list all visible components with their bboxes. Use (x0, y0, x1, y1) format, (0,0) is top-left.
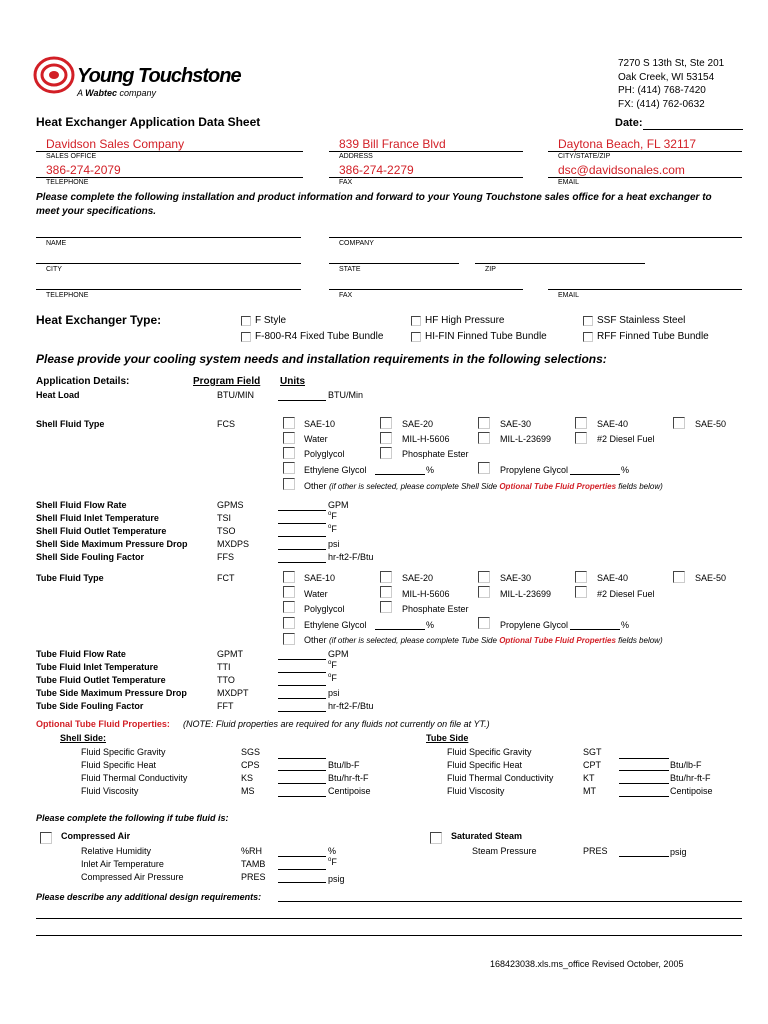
percent-sign: % (426, 465, 435, 475)
tube-fluid-option: MIL-L-23699 (500, 589, 552, 599)
shell-fluid-option: Water (304, 434, 328, 444)
optional-props-label: Optional Tube Fluid Properties: (36, 719, 170, 729)
tube-row-field: FFT (217, 701, 234, 711)
opt-shell-label: Fluid Thermal Conductivity (81, 773, 188, 783)
date-field[interactable] (643, 129, 743, 130)
address-line: FX: (414) 762-0632 (618, 98, 705, 110)
hx-option-label: F Style (255, 315, 287, 326)
tube-row-field: MXDPT (217, 688, 249, 698)
telephone-label: TELEPHONE (46, 179, 89, 186)
program-field-header: Program Field (193, 376, 261, 387)
opt-shell-label: Fluid Specific Gravity (81, 747, 166, 757)
cooling-heading: Please provide your cooling system needs and installation requirements in the following selections: (36, 352, 607, 366)
shell-row-field: GPMS (217, 500, 244, 510)
shell-row-unit (328, 511, 337, 521)
customer-fax-field[interactable] (329, 289, 523, 290)
shell-side-heading: Shell Side: (60, 733, 107, 743)
heat-load-field: BTU/MIN (217, 390, 254, 400)
opt-shell-input[interactable] (278, 770, 326, 771)
shell-pg-percent-input[interactable] (570, 474, 620, 475)
shell-fluid-checkbox[interactable] (575, 432, 587, 444)
divider (329, 177, 523, 178)
shell-fluid-option: SAE-30 (500, 419, 532, 429)
percent-sign: % (621, 620, 630, 630)
opt-tube-label: Fluid Thermal Conductivity (447, 773, 554, 783)
tube-fluid-checkbox[interactable] (283, 617, 295, 629)
hx-option-checkbox[interactable] (411, 332, 421, 342)
shell-fluid-option: MIL-H-5606 (402, 434, 450, 444)
percent-sign: % (426, 620, 435, 630)
opt-shell-input[interactable] (278, 758, 326, 759)
tube-fluid-checkbox[interactable] (380, 601, 392, 613)
heat-load-input[interactable] (278, 400, 326, 401)
shell-eg-percent-input[interactable] (375, 474, 425, 475)
tube-fluid-type-label: Tube Fluid Type (36, 573, 104, 583)
shell-fluid-checkbox[interactable] (380, 447, 392, 459)
shell-row-field: TSO (217, 526, 236, 536)
degree-sign: o (328, 660, 332, 666)
opt-shell-label: Fluid Viscosity (81, 786, 139, 796)
shell-fluid-type-field: FCS (217, 419, 235, 429)
if-tube-heading: Please complete the following if tube fluid is: (36, 813, 229, 823)
shell-fluid-checkbox[interactable] (380, 417, 392, 429)
shell-fluid-option: Phosphate Ester (402, 449, 469, 459)
air-row-input[interactable] (278, 882, 326, 883)
divider (548, 151, 742, 152)
tube-fluid-option: Water (304, 589, 328, 599)
address-line: Oak Creek, WI 53154 (618, 71, 715, 83)
opt-shell-field: KS (241, 773, 254, 783)
shell-row-input[interactable] (278, 549, 326, 550)
tube-row-input[interactable] (278, 672, 326, 673)
tube-row-label: Tube Side Maximum Pressure Drop (36, 688, 187, 698)
sales-office-address: 839 Bill France Blvd (339, 137, 446, 151)
tube-fluid-option: Phosphate Ester (402, 604, 469, 614)
shell-fluid-checkbox[interactable] (478, 462, 490, 474)
telephone-label-customer: TELEPHONE (46, 292, 89, 299)
city-label-customer: CITY (46, 266, 62, 273)
air-row-input[interactable] (278, 869, 326, 870)
customer-company-field[interactable] (329, 237, 742, 238)
opt-tube-input[interactable] (619, 796, 669, 797)
opt-tube-unit: Btu/lb-F (670, 760, 702, 770)
units-header: Units (280, 376, 305, 387)
shell-fluid-checkbox[interactable] (478, 417, 490, 429)
hx-option-checkbox[interactable] (583, 332, 593, 342)
air-row-field: TAMB (241, 859, 266, 869)
opt-tube-unit: Btu/hr-ft-F (670, 773, 711, 783)
brand-name: Young Touchstone (77, 65, 241, 87)
opt-shell-input[interactable] (278, 783, 326, 784)
shell-fluid-checkbox[interactable] (283, 478, 295, 490)
hx-option-checkbox[interactable] (411, 316, 421, 326)
tube-fluid-checkbox[interactable] (283, 633, 295, 645)
shell-fluid-checkbox[interactable] (575, 417, 587, 429)
other-note: (if other is selected, please complete Shell Side (329, 482, 500, 491)
tube-pg-percent-input[interactable] (570, 629, 620, 630)
tagline-pre: A (77, 88, 86, 98)
shell-fluid-option: SAE-50 (695, 419, 727, 429)
shell-row-unit (328, 524, 337, 534)
air-row-label: Inlet Air Temperature (81, 859, 164, 869)
tube-row-unit: hr-ft2-F/Btu (328, 701, 374, 711)
additional-input-line[interactable] (278, 901, 742, 902)
steam-row-label: Steam Pressure (472, 846, 537, 856)
additional-input-line[interactable] (36, 935, 742, 936)
footer-revision: 168423038.xls.ms_office Revised October, 2005 (490, 959, 684, 969)
shell-row-field: TSI (217, 513, 232, 523)
steam-row-input[interactable] (619, 856, 669, 857)
unit-text: F (331, 660, 337, 670)
other-label: Other (304, 481, 330, 491)
tube-fluid-option: SAE-30 (500, 573, 532, 583)
hx-type-label: Heat Exchanger Type: (36, 313, 162, 327)
shell-fluid-checkbox[interactable] (283, 447, 295, 459)
tube-row-label: Tube Fluid Inlet Temperature (36, 662, 159, 672)
air-row-field: %RH (241, 846, 263, 856)
tube-row-unit: psi (328, 688, 340, 698)
customer-zip-field[interactable] (475, 263, 645, 264)
shell-row-unit: hr-ft2-F/Btu (328, 552, 374, 562)
customer-email-field[interactable] (548, 289, 742, 290)
opt-shell-field: MS (241, 786, 255, 796)
heat-load-label: Heat Load (36, 390, 80, 400)
state-label: STATE (339, 266, 361, 273)
address-line: PH: (414) 768-7420 (618, 85, 706, 96)
opt-tube-input[interactable] (619, 770, 669, 771)
tube-fluid-checkbox[interactable] (283, 601, 295, 613)
email-label: EMAIL (558, 179, 580, 186)
hx-option-label: HF High Pressure (425, 315, 505, 326)
opt-shell-unit: Btu/hr-ft-F (328, 773, 369, 783)
sales-office-label: SALES OFFICE (46, 153, 97, 160)
shell-row-input[interactable] (278, 510, 326, 511)
fax-label: FAX (339, 179, 353, 186)
other-red-note: Optional Tube Fluid Properties (499, 482, 617, 491)
opt-shell-unit: Btu/lb-F (328, 760, 360, 770)
opt-tube-label: Fluid Specific Heat (447, 760, 523, 770)
opt-tube-label: Fluid Specific Gravity (447, 747, 532, 757)
tube-row-field: TTO (217, 675, 235, 685)
tube-fluid-option: SAE-20 (402, 573, 434, 583)
opt-shell-unit: Centipoise (328, 786, 371, 796)
other-note: (if other is selected, please complete Tube Side (329, 636, 500, 645)
tube-row-field: GPMT (217, 649, 243, 659)
tube-fluid-checkbox[interactable] (575, 586, 587, 598)
air-row-field: PRES (241, 872, 266, 882)
tube-row-unit: GPM (328, 649, 349, 659)
air-row-label: Relative Humidity (81, 846, 152, 856)
tube-fluid-option: SAE-10 (304, 573, 336, 583)
hx-option-label: SSF Stainless Steel (597, 315, 686, 326)
other-note-end: fields below) (615, 636, 663, 645)
hx-option-checkbox[interactable] (583, 316, 593, 326)
city-label: CITY/STATE/ZIP (558, 153, 611, 160)
unit-text: F (331, 857, 337, 867)
customer-city-field[interactable] (36, 263, 301, 264)
app-details-label: Application Details: (36, 376, 130, 387)
tube-eg-percent-input[interactable] (375, 629, 425, 630)
opt-tube-input[interactable] (619, 758, 669, 759)
tube-row-field: TTI (217, 662, 231, 672)
degree-sign: o (328, 511, 332, 517)
tube-row-unit (328, 660, 337, 670)
air-row-unit: % (328, 846, 337, 856)
customer-state-field[interactable] (329, 263, 459, 264)
shell-fluid-checkbox[interactable] (283, 417, 295, 429)
tube-other-line (304, 635, 663, 645)
name-label: NAME (46, 240, 67, 247)
tube-row-input[interactable] (278, 711, 326, 712)
steam-row-field: PRES (583, 846, 608, 856)
opt-tube-field: CPT (583, 760, 601, 770)
steam-row-unit: psig (670, 847, 687, 857)
tube-row-input[interactable] (278, 659, 326, 660)
address-line: 7270 S 13th St, Ste 201 (618, 58, 725, 69)
tube-fluid-option: SAE-50 (695, 573, 727, 583)
degree-sign: o (328, 673, 332, 679)
tube-fluid-option: MIL-H-5606 (402, 589, 450, 599)
shell-fluid-checkbox[interactable] (283, 432, 295, 444)
saturated-steam-label: Saturated Steam (451, 831, 523, 841)
tagline-brand: Wabtec (85, 88, 118, 98)
tube-side-heading: Tube Side (426, 733, 469, 743)
hx-option-label: RFF Finned Tube Bundle (597, 331, 709, 342)
unit-text: F (331, 511, 337, 521)
intro-text: Please complete the following installation and product information and forward to your Young Touchstone sales office for a heat exchanger to meet your specifications. (36, 192, 712, 217)
customer-name-field[interactable] (36, 237, 301, 238)
shell-fluid-option: Ethylene Glycol (304, 465, 367, 475)
degree-sign: o (328, 857, 332, 863)
tube-fluid-option: SAE-40 (597, 573, 629, 583)
tube-row-input[interactable] (278, 698, 326, 699)
sales-office-phone: 386-274-2079 (46, 163, 121, 177)
shell-row-label: Shell Fluid Flow Rate (36, 500, 127, 510)
date-label: Date: (615, 117, 643, 129)
compressed-air-label: Compressed Air (61, 831, 131, 841)
tagline-post: company (117, 88, 157, 98)
tube-row-label: Tube Side Fouling Factor (36, 701, 144, 711)
shell-fluid-option: SAE-40 (597, 419, 629, 429)
shell-row-unit: psi (328, 539, 340, 549)
zip-label: ZIP (485, 266, 496, 273)
divider (548, 177, 742, 178)
percent-sign: % (621, 465, 630, 475)
opt-tube-field: KT (583, 773, 595, 783)
tube-fluid-option: Propylene Glycol (500, 620, 569, 630)
opt-tube-field: SGT (583, 747, 602, 757)
tube-fluid-checkbox[interactable] (283, 586, 295, 598)
tube-row-unit (328, 673, 337, 683)
tube-fluid-checkbox[interactable] (478, 571, 490, 583)
swirl-logo-icon (33, 55, 77, 95)
air-row-unit (328, 857, 337, 867)
shell-fluid-checkbox[interactable] (673, 417, 685, 429)
hx-option-label: HI-FIN Finned Tube Bundle (425, 331, 547, 342)
logo (33, 55, 273, 105)
brand-tagline (77, 88, 156, 98)
opt-shell-field: CPS (241, 760, 260, 770)
customer-telephone-field[interactable] (36, 289, 301, 290)
shell-fluid-option: SAE-10 (304, 419, 336, 429)
tube-row-label: Tube Fluid Outlet Temperature (36, 675, 166, 685)
other-note-end: fields below) (616, 482, 663, 491)
shell-other-line (304, 481, 663, 491)
shell-fluid-option: #2 Diesel Fuel (597, 434, 655, 444)
unit-text: F (331, 524, 337, 534)
shell-fluid-option: Polyglycol (304, 449, 345, 459)
tube-row-input[interactable] (278, 685, 326, 686)
shell-row-label: Shell Fluid Inlet Temperature (36, 513, 159, 523)
shell-row-label: Shell Side Fouling Factor (36, 552, 145, 562)
air-row-unit: psig (328, 874, 345, 884)
other-red-note: Optional Tube Fluid Properties (499, 636, 616, 645)
email-label-customer: EMAIL (558, 292, 580, 299)
unit-text: F (331, 673, 337, 683)
additional-input-line[interactable] (36, 918, 742, 919)
opt-tube-unit: Centipoise (670, 786, 713, 796)
tube-fluid-checkbox[interactable] (673, 571, 685, 583)
shell-fluid-checkbox[interactable] (283, 462, 295, 474)
tube-fluid-checkbox[interactable] (380, 571, 392, 583)
shell-row-field: MXDPS (217, 539, 250, 549)
shell-row-field: FFS (217, 552, 234, 562)
shell-row-unit: GPM (328, 500, 349, 510)
tube-row-label: Tube Fluid Flow Rate (36, 649, 126, 659)
other-label: Other (304, 635, 330, 645)
compressed-air-checkbox[interactable] (40, 832, 52, 844)
tube-fluid-option: #2 Diesel Fuel (597, 589, 655, 599)
tube-fluid-type-field: FCT (217, 573, 235, 583)
shell-fluid-checkbox[interactable] (380, 432, 392, 444)
air-row-label: Compressed Air Pressure (81, 872, 184, 882)
sales-office-email: dsc@davidsonales.com (558, 163, 685, 177)
heat-load-unit: BTU/Min (328, 390, 364, 400)
hx-option-checkbox[interactable] (241, 332, 251, 342)
tube-fluid-checkbox[interactable] (283, 571, 295, 583)
opt-shell-input[interactable] (278, 796, 326, 797)
saturated-steam-checkbox[interactable] (430, 832, 442, 844)
shell-fluid-checkbox[interactable] (478, 432, 490, 444)
opt-shell-label: Fluid Specific Heat (81, 760, 157, 770)
shell-fluid-option: MIL-L-23699 (500, 434, 552, 444)
shell-fluid-type-label: Shell Fluid Type (36, 419, 105, 429)
divider (36, 177, 303, 178)
tube-fluid-option: Ethylene Glycol (304, 620, 367, 630)
sales-office-name: Davidson Sales Company (46, 137, 185, 151)
fax-label-customer: FAX (339, 292, 353, 299)
shell-row-input[interactable] (278, 523, 326, 524)
hx-option-label: F-800-R4 Fixed Tube Bundle (255, 331, 384, 342)
degree-sign: o (328, 524, 332, 530)
optional-props-note: (NOTE: Fluid properties are required for any fluids not currently on file at YT.) (183, 719, 490, 729)
address-label: ADDRESS (339, 153, 373, 160)
divider (329, 151, 523, 152)
company-label: COMPANY (339, 240, 374, 247)
tube-fluid-checkbox[interactable] (478, 586, 490, 598)
opt-shell-field: SGS (241, 747, 261, 757)
tube-fluid-checkbox[interactable] (575, 571, 587, 583)
page-title: Heat Exchanger Application Data Sheet (36, 115, 261, 129)
shell-row-label: Shell Fluid Outlet Temperature (36, 526, 167, 536)
shell-row-input[interactable] (278, 536, 326, 537)
tube-fluid-option: Polyglycol (304, 604, 345, 614)
opt-tube-field: MT (583, 786, 596, 796)
sales-office-fax: 386-274-2279 (339, 163, 414, 177)
opt-tube-label: Fluid Viscosity (447, 786, 505, 796)
shell-row-label: Shell Side Maximum Pressure Drop (36, 539, 188, 549)
tube-fluid-checkbox[interactable] (478, 617, 490, 629)
tube-fluid-checkbox[interactable] (380, 586, 392, 598)
hx-option-checkbox[interactable] (241, 316, 251, 326)
shell-fluid-option: Propylene Glycol (500, 465, 569, 475)
opt-tube-input[interactable] (619, 783, 669, 784)
company-address (618, 57, 724, 111)
shell-row-input[interactable] (278, 562, 326, 563)
additional-label: Please describe any additional design requirements: (36, 892, 262, 902)
shell-fluid-option: SAE-20 (402, 419, 434, 429)
air-row-input[interactable] (278, 856, 326, 857)
divider (36, 151, 303, 152)
sales-office-city: Daytona Beach, FL 32117 (558, 137, 697, 151)
